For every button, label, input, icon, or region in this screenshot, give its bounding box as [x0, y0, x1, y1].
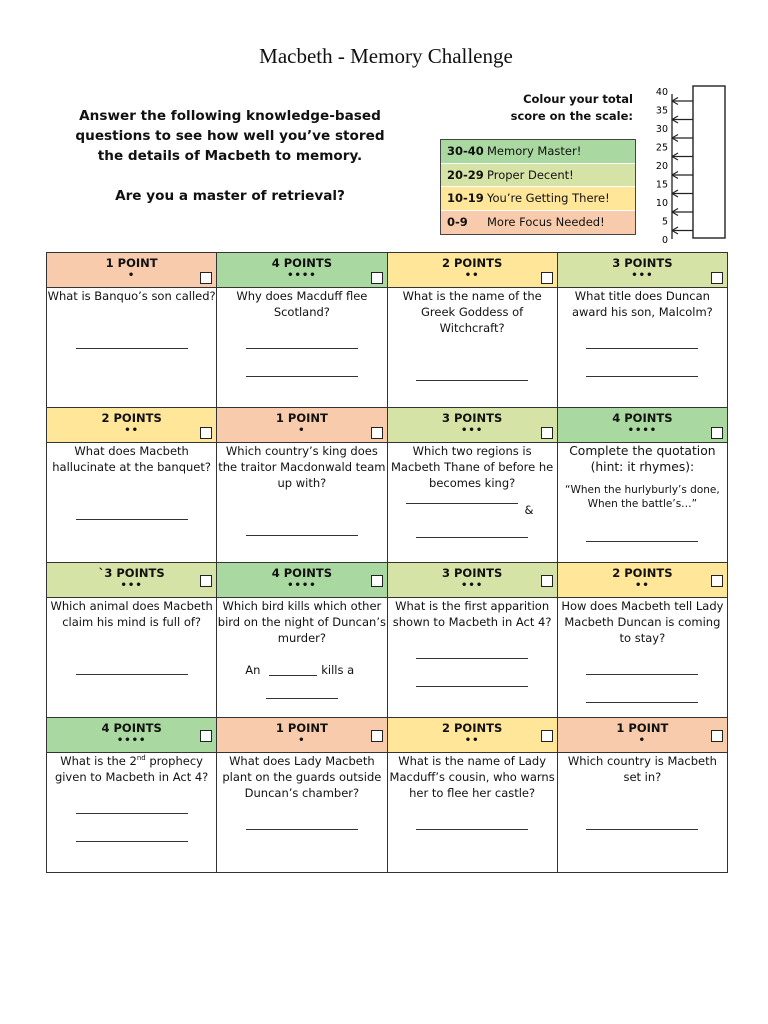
points-dots: ••••: [287, 580, 317, 591]
card-header: [47, 253, 217, 288]
card-header: [387, 408, 557, 443]
scale-bar[interactable]: [693, 86, 725, 238]
card-header: [217, 718, 387, 753]
answer-line[interactable]: [246, 348, 358, 349]
legend-range: 0-9: [447, 215, 468, 230]
completed-checkbox[interactable]: [541, 272, 553, 284]
scale-ticks: [656, 87, 693, 244]
card-header: [387, 563, 557, 598]
completed-checkbox[interactable]: [541, 427, 553, 439]
answer-line[interactable]: [416, 829, 528, 830]
answer-line[interactable]: [416, 686, 528, 687]
points-label: 1 POINT: [616, 721, 669, 735]
points-label: 4 POINTS: [271, 256, 332, 270]
question-card: [387, 598, 557, 718]
question-card: [47, 443, 217, 563]
points-label: 1 POINT: [275, 721, 328, 735]
grid-row: [47, 443, 728, 563]
points-dots: ••: [464, 270, 480, 281]
card-header: [47, 563, 217, 598]
intro-text: [70, 106, 390, 166]
points-label: 2 POINTS: [442, 721, 503, 735]
completed-checkbox[interactable]: [711, 575, 723, 587]
score-legend: [440, 139, 636, 235]
points-dots: ••: [464, 735, 480, 746]
answer-line[interactable]: [586, 702, 698, 703]
scale-prompt: [490, 91, 633, 125]
ampersand: &: [524, 503, 534, 517]
scale-tick-label: 10: [655, 198, 668, 209]
question-card: [557, 288, 727, 408]
points-label: 2 POINTS: [442, 256, 503, 270]
answer-line[interactable]: [76, 841, 188, 842]
grid-row: [47, 718, 728, 753]
question-text-part: prophecy given to Macbeth in Act 4?: [54, 754, 209, 784]
intro-line: Answer the following knowledge-based: [79, 108, 381, 124]
question-text: Complete the quotation (hint: it rhymes):: [569, 444, 716, 474]
completed-checkbox[interactable]: [541, 575, 553, 587]
question-card: [557, 598, 727, 718]
points-dots: ••••: [627, 425, 658, 436]
question-text: Which two regions is Macbeth Thane of before he becomes king?: [390, 444, 554, 490]
legend-range: 10-19: [447, 191, 484, 206]
answer-line[interactable]: [266, 698, 338, 699]
points-label: 1 POINT: [275, 411, 328, 425]
answer-line[interactable]: [76, 348, 188, 349]
answer-line[interactable]: [76, 519, 188, 520]
points-dots: •: [127, 270, 136, 281]
legend-row: [441, 211, 635, 235]
answer-line[interactable]: [406, 503, 518, 504]
points-dots: •••: [461, 580, 484, 591]
legend-label: Memory Master!: [487, 144, 582, 159]
completed-checkbox[interactable]: [200, 272, 212, 284]
question-text: How does Macbeth tell Lady Macbeth Duncan is coming to stay?: [561, 599, 724, 645]
answer-line[interactable]: [416, 380, 528, 381]
points-dots: ••••: [116, 735, 147, 746]
points-dots: •••: [461, 425, 484, 436]
question-text: What does Macbeth hallucinate at the banquet?: [52, 444, 211, 474]
grid-row: [47, 408, 728, 443]
points-label: 3 POINTS: [442, 411, 503, 425]
question-text: Which bird kills which other bird on the night of Duncan’s murder?: [217, 599, 386, 645]
scale-tick-label: 20: [655, 161, 668, 172]
card-header: [217, 253, 387, 288]
answer-pair: [388, 503, 557, 517]
points-dots: ••••: [287, 270, 317, 281]
completed-checkbox[interactable]: [371, 272, 383, 284]
score-scale[interactable]: [648, 84, 730, 244]
question-card: [557, 753, 727, 873]
card-header: [387, 253, 557, 288]
scale-tick-label: 0: [661, 235, 668, 244]
answer-line[interactable]: [246, 376, 358, 377]
question-card: [217, 753, 387, 873]
question-card: [387, 753, 557, 873]
points-label: 4 POINTS: [101, 721, 162, 735]
question-text: Why does Macduff flee Scotland?: [236, 289, 368, 319]
question-text: What is Banquo’s son called?: [47, 289, 216, 303]
card-header: [47, 718, 217, 753]
legend-range: 30-40: [447, 144, 484, 159]
answer-line[interactable]: [586, 674, 698, 675]
answer-line[interactable]: [76, 813, 188, 814]
card-header: [387, 718, 557, 753]
scale-prompt-line: score on the scale:: [510, 109, 633, 123]
points-dots: •••: [120, 580, 143, 591]
points-dots: •••: [631, 270, 654, 281]
scale-tick-label: 35: [655, 105, 668, 117]
legend-row: [441, 187, 635, 211]
scale-prompt-line: Colour your total: [523, 92, 633, 106]
card-header: [557, 563, 727, 598]
answer-line[interactable]: [416, 537, 528, 538]
points-label: 2 POINTS: [101, 411, 162, 425]
question-text: What does Lady Macbeth plant on the guards outside Duncan’s chamber?: [222, 754, 382, 800]
question-card: [217, 598, 387, 718]
question-text-part: What is the 2: [60, 754, 137, 768]
points-label: `3 POINTS: [98, 566, 165, 580]
grid-row: [47, 563, 728, 598]
card-header: [47, 408, 217, 443]
answer-line[interactable]: [586, 541, 698, 542]
card-header: [557, 408, 727, 443]
scale-tick-label: 15: [655, 179, 668, 191]
completed-checkbox[interactable]: [711, 730, 723, 742]
answer-line[interactable]: [586, 348, 698, 349]
answer-line[interactable]: [586, 376, 698, 377]
question-card: [47, 753, 217, 873]
points-label: 3 POINTS: [612, 256, 673, 270]
points-label: 1 POINT: [105, 256, 158, 270]
answer-line[interactable]: [246, 829, 358, 830]
legend-range: 20-29: [447, 167, 484, 182]
question-card: [217, 288, 387, 408]
card-header: [557, 718, 727, 753]
card-header: [557, 253, 727, 288]
points-dots: ••: [634, 580, 650, 591]
question-text: What title does Duncan award his son, Malcolm?: [571, 289, 713, 319]
completed-checkbox[interactable]: [371, 730, 383, 742]
question-card: [387, 443, 557, 563]
grid-row: [47, 288, 728, 408]
scale-tick-label: 40: [655, 87, 668, 98]
legend-row: [441, 140, 635, 164]
answer-line[interactable]: [76, 674, 188, 675]
question-card: [217, 443, 387, 563]
question-text: What is the name of the Greek Goddess of Witchcraft?: [402, 289, 542, 335]
question-card: [47, 288, 217, 408]
points-label: 4 POINTS: [271, 566, 332, 580]
completed-checkbox[interactable]: [371, 427, 383, 439]
grid-row: [47, 753, 728, 873]
points-dots: •: [298, 425, 306, 436]
intro-line: questions to see how well you’ve stored: [75, 128, 385, 144]
scale-tick-label: 25: [655, 142, 668, 154]
scale-tick-label: 5: [661, 216, 668, 228]
completed-checkbox[interactable]: [711, 427, 723, 439]
points-dots: •: [638, 735, 647, 746]
card-header: [217, 563, 387, 598]
completed-checkbox[interactable]: [200, 730, 212, 742]
completed-checkbox[interactable]: [200, 427, 212, 439]
question-card: [557, 443, 727, 563]
ordinal-suffix: nd: [136, 754, 146, 763]
answer-line[interactable]: [269, 675, 317, 676]
legend-row: [441, 164, 635, 188]
grid-row: [47, 598, 728, 718]
points-dots: ••: [124, 425, 140, 436]
question-text: Which country’s king does the traitor Macdonwald team up with?: [218, 444, 386, 490]
points-label: 3 POINTS: [442, 566, 503, 580]
quotation: “When the hurlyburly’s done, When the battle’s…”: [565, 484, 720, 510]
points-label: 4 POINTS: [612, 411, 673, 425]
legend-label: You’re Getting There!: [487, 191, 610, 206]
question-grid: [46, 252, 728, 873]
question-text: Which animal does Macbeth claim his mind is full of?: [50, 599, 213, 629]
completed-checkbox[interactable]: [541, 730, 553, 742]
completed-checkbox[interactable]: [711, 272, 723, 284]
question-text: Which country is Macbeth set in?: [567, 754, 717, 784]
points-label: 2 POINTS: [612, 566, 673, 580]
card-header: [217, 408, 387, 443]
points-dots: •: [298, 735, 306, 746]
question-text: [47, 753, 216, 785]
answer-prefix: An: [245, 663, 261, 677]
intro-line: the details of Macbeth to memory.: [97, 148, 363, 164]
answer-line[interactable]: [246, 535, 358, 536]
scale-tick-label: 30: [655, 124, 668, 135]
answer-line[interactable]: [416, 658, 528, 659]
completed-checkbox[interactable]: [371, 575, 383, 587]
question-text: What is the first apparition shown to Macbeth in Act 4?: [392, 599, 552, 629]
grid-row: [47, 253, 728, 288]
question-card: [47, 598, 217, 718]
answer-pair: [217, 662, 386, 678]
answer-line[interactable]: [586, 829, 698, 830]
legend-label: Proper Decent!: [487, 167, 574, 182]
question-text: What is the name of Lady Macduff’s cousin, who warns her to flee her castle?: [389, 754, 555, 800]
completed-checkbox[interactable]: [200, 575, 212, 587]
retrieval-question: Are you a master of retrieval?: [115, 188, 345, 204]
legend-label: More Focus Needed!: [487, 215, 605, 230]
question-card: [387, 288, 557, 408]
answer-connector: kills a: [321, 663, 355, 677]
page-title: Macbeth - Memory Challenge: [259, 44, 513, 68]
